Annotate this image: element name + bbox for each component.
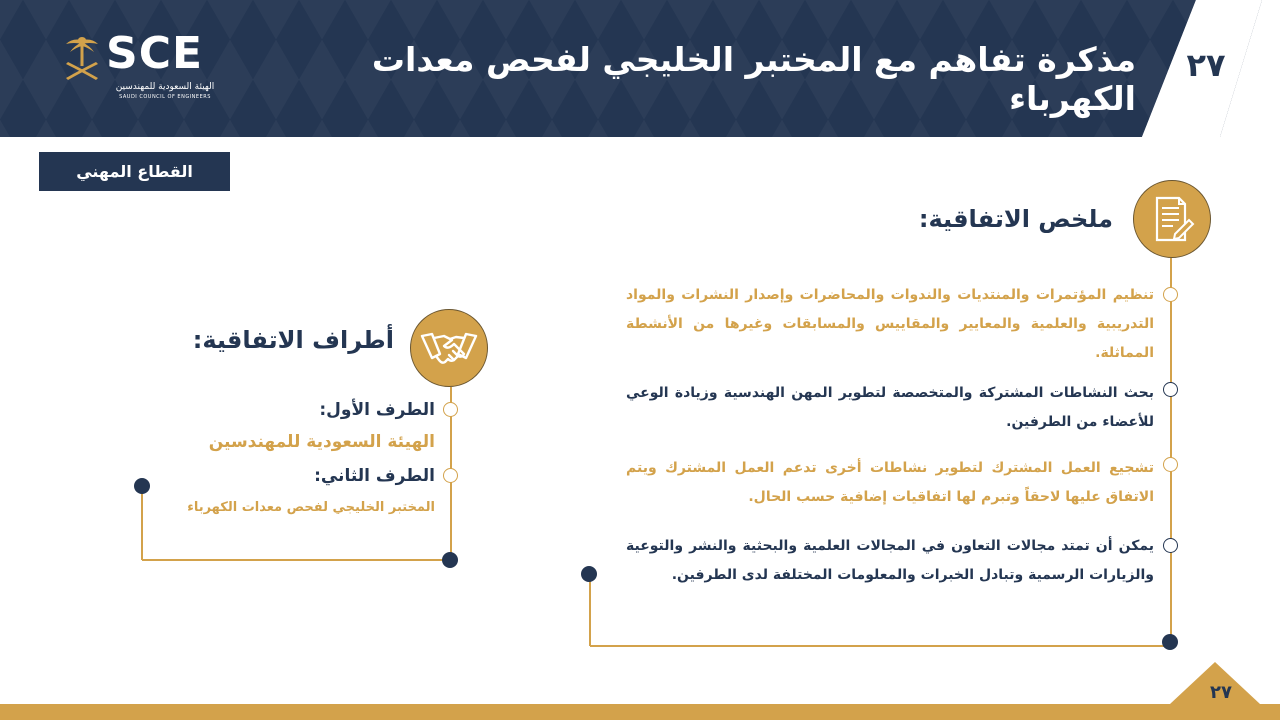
summary-bullet-2 <box>1163 382 1178 397</box>
first-party-label: الطرف الأول: <box>319 400 435 420</box>
summary-bullet-1 <box>1163 287 1178 302</box>
logo-english-name: SAUDI COUNCIL OF ENGINEERS <box>119 94 211 100</box>
summary-item-3: تشجيع العمل المشترك لتطوير نشاطات أخرى تدعم العمل المشترك ويتم الاتفاق عليها لاحقاً وتبرم لها اتفاقيات إضافية حسب الحال. <box>626 460 1154 505</box>
summary-icon-circle <box>1133 180 1211 258</box>
footer-slide-number: ٢٧ <box>1210 682 1232 703</box>
logo-arabic-name: الهيئة السعودية للمهندسين <box>115 82 215 92</box>
summary-item-2: بحث النشاطات المشتركة والمتخصصة لتطوير المهن الهندسية وزيادة الوعي للأعضاء من الطرفين. <box>626 385 1154 430</box>
summary-item-4: يمكن أن تمتد مجالات التعاون في المجالات العلمية والبحثية والنشر والتوعية والزيارات الرسمية وتبادل الخبرات والمعلومات المختلفة لدى الطرفين. <box>626 538 1154 583</box>
parties-icon-circle <box>410 309 488 387</box>
handshake-icon <box>420 328 478 368</box>
sector-tag: القطاع المهني <box>39 152 230 191</box>
summary-end-dot <box>1162 634 1178 650</box>
summary-left-line <box>589 574 591 646</box>
parties-bottom-line <box>142 559 450 561</box>
parties-start-dot <box>134 478 150 494</box>
page-title: مذكرة تفاهم مع المختبر الخليجي لفحص معدات الكهرباء <box>371 40 1136 118</box>
palm-swords-icon <box>62 34 102 84</box>
first-party-value: الهيئة السعودية للمهندسين <box>208 432 435 452</box>
summary-bullet-4 <box>1163 538 1178 553</box>
parties-left-line <box>141 486 143 560</box>
summary-bullet-3 <box>1163 457 1178 472</box>
summary-heading: ملخص الاتفاقية: <box>918 205 1113 233</box>
footer-bar <box>0 704 1280 720</box>
summary-start-dot <box>581 566 597 582</box>
header-slide-number: ٢٧ <box>1186 46 1226 84</box>
summary-timeline-line <box>1170 258 1172 642</box>
second-party-value: المختبر الخليجي لفحص معدات الكهرباء <box>187 500 435 515</box>
second-party-label: الطرف الثاني: <box>314 466 435 486</box>
logo-wordmark: SCE <box>106 28 204 79</box>
parties-heading: أطراف الاتفاقية: <box>192 326 394 354</box>
parties-end-dot <box>442 552 458 568</box>
sce-logo[interactable] <box>62 28 232 104</box>
summary-bottom-line <box>590 645 1170 647</box>
parties-bullet-2 <box>443 468 458 483</box>
document-pen-icon <box>1149 194 1195 244</box>
parties-bullet-1 <box>443 402 458 417</box>
summary-item-1: تنظيم المؤتمرات والمنتديات والندوات والمحاضرات وإصدار النشرات والمواد التدريبية والعلمية والمعايير والمقاييس والمسابقات وغيرها من الأنشطة المماثلة. <box>626 287 1154 361</box>
